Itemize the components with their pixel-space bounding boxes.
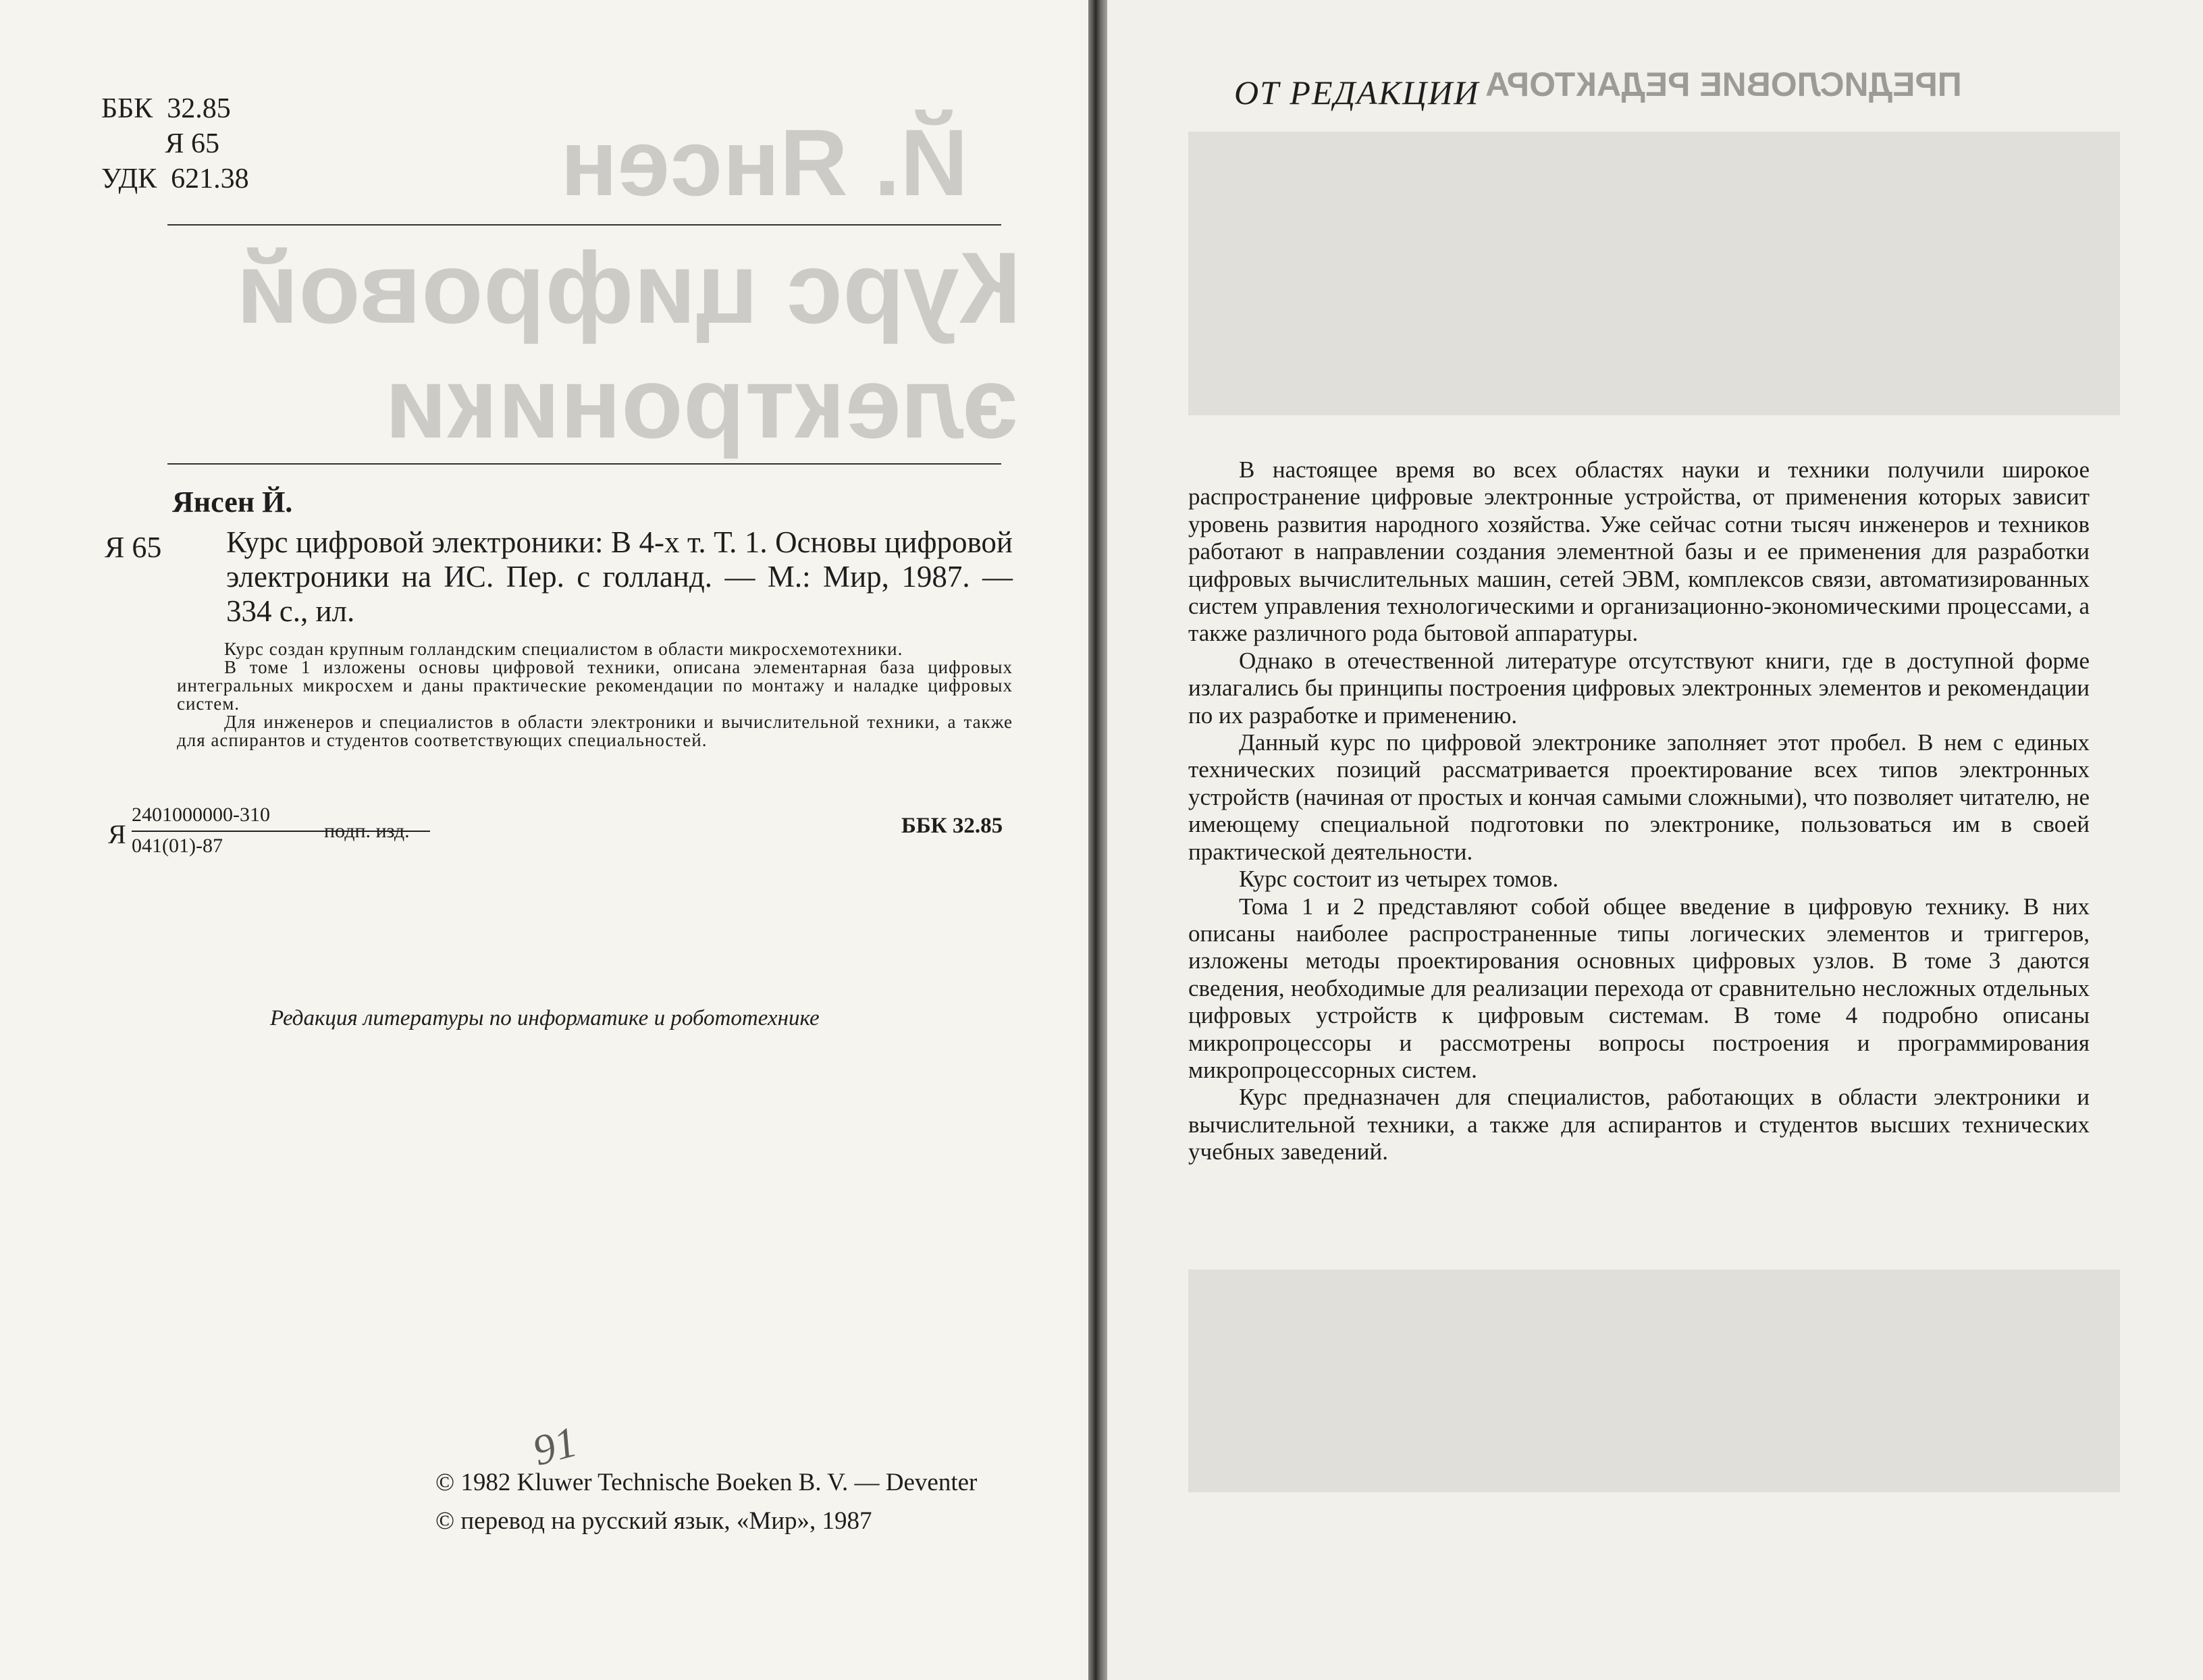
bbk-code-right: ББК 32.85 (901, 814, 1003, 838)
right-page-editorial (1107, 0, 2203, 1680)
page-heading: ОТ РЕДАКЦИИ (1234, 74, 1480, 111)
bbk-code: ББК 32.85 (101, 93, 231, 124)
left-page-copyright (0, 0, 1088, 1680)
annotation-paragraph: Для инженеров и специалистов в области электроники и вычислительной техники, а также для аспирантов и студентов соответствующих специальностей. (177, 712, 1013, 750)
library-codes (101, 91, 249, 196)
editorial-text (1188, 456, 2090, 1166)
paragraph: Тома 1 и 2 представляют собой общее введение в цифровую технику. В них описаны наиболее распространенные типы логических элементов и триггеров, изложены методы проектирования основных цифровых узлов. В томе 3 даются сведения, необходимые для реализации перехода от сравнительно несложных отдельных цифровых устройств к цифровым системам. В томе 4 подробно описаны микропроцессоры и рассмотрены вопросы построения и программирования микропроцессорных систем. (1188, 893, 2090, 1083)
copyright-translation: © перевод на русский язык, «Мир», 1987 (435, 1507, 872, 1535)
code-note: подп. изд. (324, 820, 410, 842)
bleed-text-area (1188, 1269, 2120, 1492)
copyright-original: © 1982 Kluwer Technische Boeken B. V. — Deventer (435, 1469, 978, 1496)
paragraph: Данный курс по цифровой электронике заполняет этот пробел. В нем с единых технических позиций рассматривается проектирование всех типов электронных устройств (начиная от простых и кончая самыми сложными), что позволяет читателю, не имеющему специальной подготовки по электронике, пользоваться им в своей практической деятельности. (1188, 729, 2090, 865)
handwritten-note: 91 (527, 1417, 582, 1475)
annotation-paragraph: Курс создан крупным голландским специалистом в области микросхемотехники. (224, 639, 903, 659)
code-numerator: 2401000000-310 (132, 804, 270, 826)
bleed-title-line2: электроники (385, 346, 1018, 459)
bleed-title-line1: Курс цифровой (236, 231, 1021, 344)
paragraph: Курс предназначен для специалистов, работающих в области электроники и вычислительной техники, а также для аспирантов и студентов высших технических учебных заведений. (1188, 1084, 2090, 1165)
divider-top (167, 224, 1001, 226)
udk-code: УДК 621.38 (101, 163, 249, 194)
bleed-heading: ПРЕДИСЛОВИЕ РЕДАКТОРА (1485, 65, 1962, 103)
code-prefix: Я (108, 819, 126, 849)
bleed-text-area (1188, 132, 2120, 415)
paragraph: Однако в отечественной литературе отсутствуют книги, где в доступной форме излагались бы принципы построения цифровых электронных элементов и рекомендации по их разработке и применению. (1188, 647, 2090, 729)
annotation-paragraph: В томе 1 изложены основы цифровой техники, описана элементарная база цифровых интегральных микросхем и даны практические рекомендации по монтажу и наладке цифровых систем. (177, 657, 1013, 714)
divider-bottom (167, 463, 1001, 465)
annotation (177, 640, 1013, 750)
ya-code: Я 65 (101, 128, 220, 159)
copyright-block (435, 1463, 977, 1540)
paragraph: В настоящее время во всех областях науки и техники получили широкое распространение цифровые электронные устройства, от применения которых зависит уровень развития народного хозяйства. Уже сейчас сотни тысяч инженеров и техников работают в направлении создания элементной базы и ее применения для разработки цифровых вычислительных машин, сетей ЭВМ, комплексов связи, автоматизированных систем управления технологическими и организационно-экономическими процессами, а также различного рода бытовой аппаратуры. (1188, 456, 2090, 647)
paragraph: Курс состоит из четырех томов. (1239, 866, 1559, 893)
bibliographic-entry: Курс цифровой электроники: В 4-х т. Т. 1. Основы цифровой электроники на ИС. Пер. с голланд. — М.: Мир, 1987. — 334 с., ил. (226, 525, 1013, 628)
bleed-author: Й. Янсен (560, 109, 968, 215)
index-mark: Я 65 (105, 531, 162, 564)
editorial-office: Редакция литературы по информатике и робототехнике (270, 1006, 820, 1030)
author-heading: Янсен Й. (172, 485, 293, 519)
code-denominator: 041(01)-87 (132, 835, 223, 857)
